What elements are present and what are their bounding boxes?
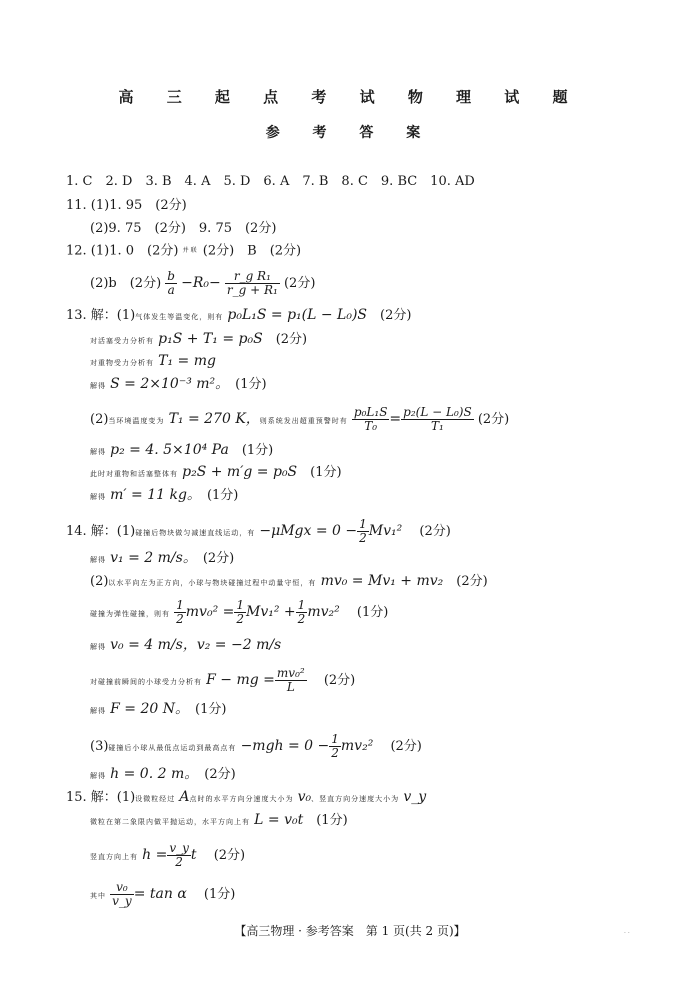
q13-line3: 对重物受力分析有 T₁ = mg — [90, 353, 216, 369]
q14-line4: 碰撞为弹性碰撞，则有 $\frac{1}{2}$ mv₀² = $\frac{1}{2}$ Mv₁² + $\frac{1}{2}$ mv₂² (1分) — [90, 598, 389, 626]
q12-frac-b-a: $\frac{b}{a}$ — [167, 269, 175, 297]
answers-1-10: 1. C 2. D 3. B 4. A 5. D 6. A 7. B 8. C 9. BC 10. AD — [66, 174, 475, 189]
q12-parallel-note: 并联 — [182, 247, 199, 254]
q14-line8: (3)碰撞后小球从最低点运动到最高点有 −mgh = 0 − $\frac{1}{2}$ mv₂² (2分) — [90, 732, 422, 760]
q13-frac-right: $\frac{\text{p₂(L − L₀)S}}{\text{T₁}}$ — [403, 405, 472, 433]
q14-line9: 解得 h = 0. 2 m。 (2分) — [90, 766, 236, 782]
q14-line1: 14. 解：(1)碰撞后物块做匀减速直线运动，有 −μMgx = 0 − $\frac{1}{2}$ Mv₁² (2分) — [66, 517, 451, 545]
q13-frac-left: $\frac{\text{p₀L₁S}}{\text{T₀}}$ — [353, 405, 388, 433]
q12-line1: 12. (1)1. 0 (2分) 并联 (2分) B (2分) — [66, 243, 302, 259]
q13-line2: 对活塞受力分析有 p₁S + T₁ = p₀S (2分) — [90, 331, 308, 347]
q13-line1: 13. 解：(1)气体发生等温变化，则有 p₀L₁S = p₁(L − L₀)S (2分) — [66, 307, 412, 323]
corner-mark: · · — [624, 930, 630, 937]
q12-line2: (2)b (2分) $\frac{b}{a}$ −R₀− $\frac{\text{r\_g R₁}}{\text{r\_g + R₁}}$ (2分) — [90, 269, 316, 297]
page-title: 高 三 起 点 考 试 物 理 试 题 — [118, 88, 582, 106]
q11-line1: 11. (1)1. 95 (2分) — [66, 198, 187, 213]
q15-line1: 15. 解：(1)设微粒经过 A点时的水平方向分速度大小为 v₀、竖直方向分速度大小为 v_y — [66, 789, 427, 805]
q13-line5: (2)当环境温度变为 T₁ = 270 K，则系统发出超重预警时有 $\frac{\text{p₀L₁S}}{\text{T₀}}$ = $\frac{\text{p₂(L − L₀)S}}{\text{T₁}}$ (2分) — [90, 405, 510, 433]
q15-line4: 其中 $\frac{\text{v₀}}{v\_y}$ = tan α (1分) — [90, 880, 236, 908]
q13-line8: 解得 m′ = 11 kg。 (1分) — [90, 487, 239, 503]
page-subtitle: 参 考 答 案 — [265, 125, 435, 141]
q13-line7: 此时对重物和活塞整体有 p₂S + m′g = p₀S (1分) — [90, 464, 342, 480]
q15-line2: 微粒在第二象限内做平抛运动，水平方向上有 L = v₀t (1分) — [90, 812, 348, 828]
q14-line7: 解得 F = 20 N。 (1分) — [90, 701, 227, 717]
q14-line6: 对碰撞前瞬间的小球受力分析有 F − mg = $\frac{\text{mv₀²}}{L}$ (2分) — [90, 666, 356, 694]
q15-line3: 竖直方向上有 h = $\frac{v\_y}{2}$ t (2分) — [90, 841, 246, 869]
q14-line5: 解得 v₀ = 4 m/s，v₂ = −2 m/s — [90, 637, 282, 653]
page-footer: 【高三物理 · 参考答案 第 1 页(共 2 页)】 — [234, 924, 466, 938]
q12-frac-rg: $\frac{\text{r\_g R₁}}{\text{r\_g + R₁}}$ — [226, 269, 278, 297]
q14-line2: 解得 v₁ = 2 m/s。 (2分) — [90, 550, 235, 566]
q14-line3: (2)以水平向左为正方向，小球与物块碰撞过程中动量守恒，有 mv₀ = Mv₁ + mv₂ (2分) — [90, 573, 488, 589]
q13-line4: 解得 S = 2×10⁻³ m²。 (1分) — [90, 376, 267, 392]
q13-line6: 解得 p₂ = 4. 5×10⁴ Pa (1分) — [90, 442, 274, 458]
q11-line2: (2)9. 75 (2分) 9. 75 (2分) — [90, 221, 277, 236]
